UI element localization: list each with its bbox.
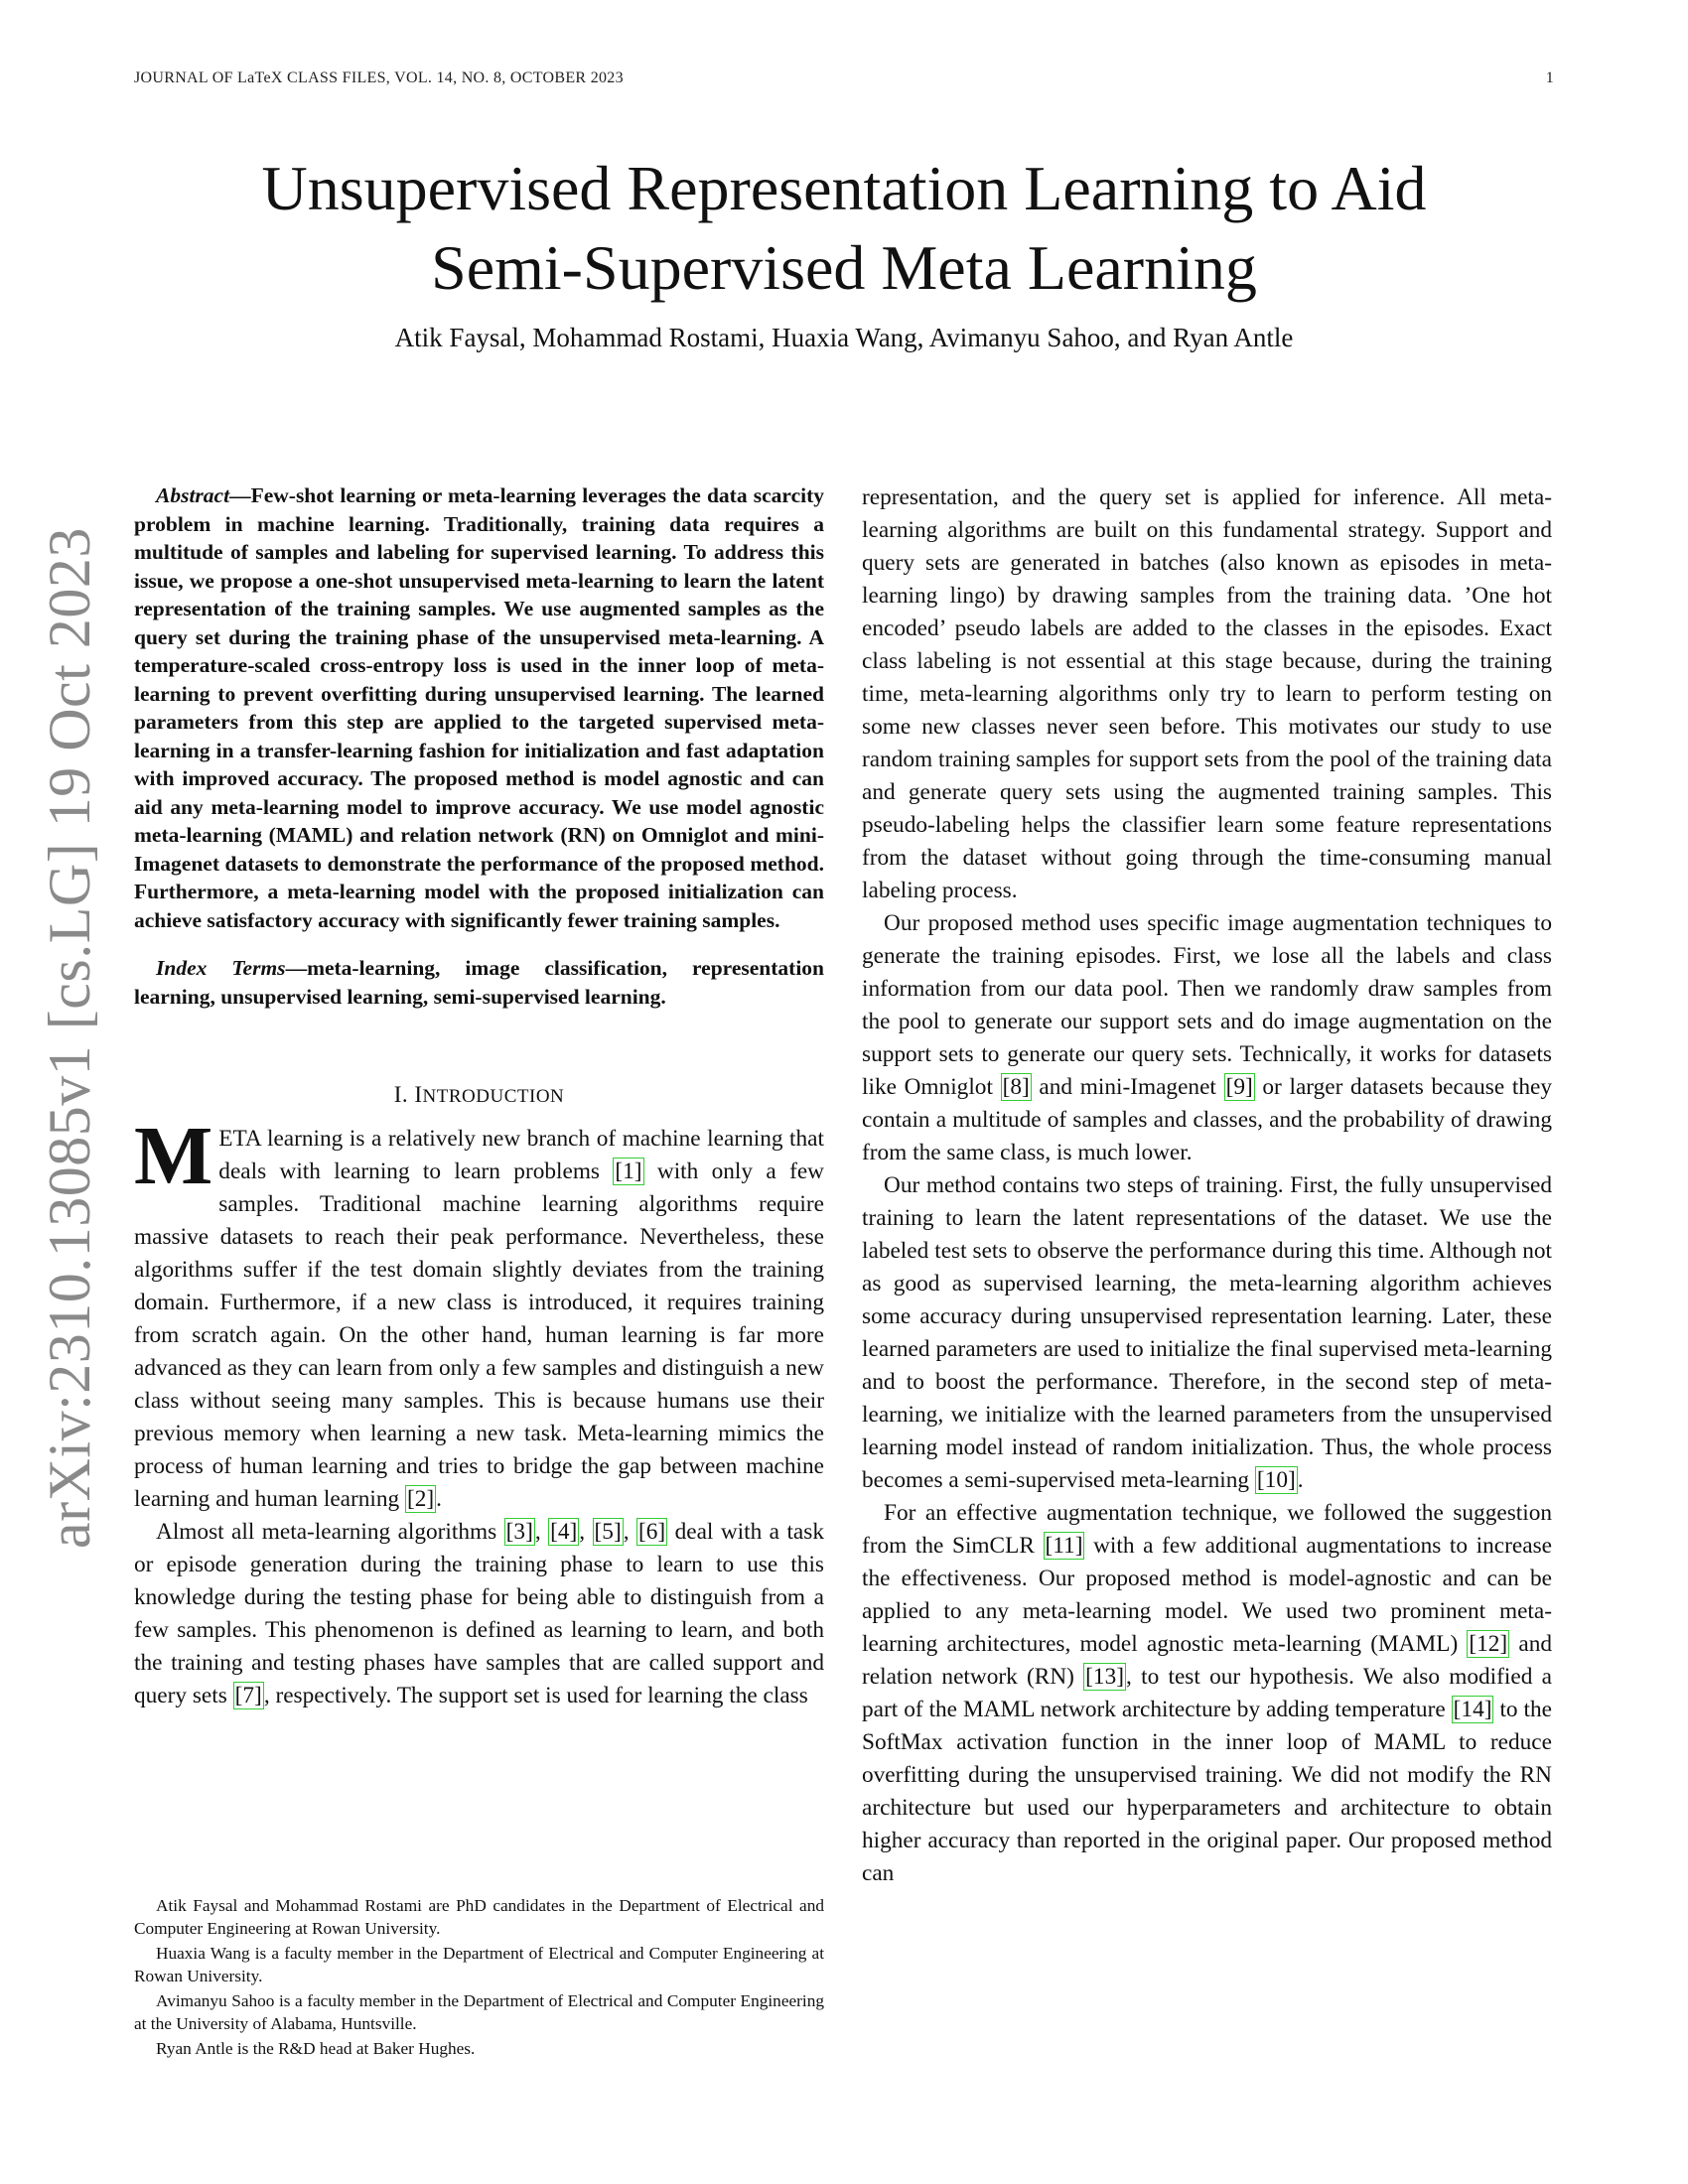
index-terms-text: —meta-learning, image classification, representation learning, unsupervised learning, semi-supervised learning. xyxy=(134,956,824,1009)
citation-link[interactable]: [12] xyxy=(1469,1631,1508,1657)
right-paragraph-2: Our proposed method uses specific image augmentation techniques to generate the training episodes. First, we lose all the labels and class information from our data pool. Then we randomly draw samples from the pool to generate our support sets and do image augmentation on the support sets to generate our query sets. Technically, it works for datasets like Omniglot [8] and mini-Imagenet [9] or larger datasets because they contain a multitude of samples and classes, and the probability of drawing from the same class, is much lower. xyxy=(862,910,1552,1165)
index-terms-label: Index Terms xyxy=(156,956,286,980)
page-number: 1 xyxy=(1545,69,1554,86)
author-footnotes xyxy=(134,1894,824,2062)
citation-link[interactable]: [11] xyxy=(1045,1533,1083,1559)
index-terms xyxy=(134,954,824,1011)
right-paragraph-3: Our method contains two steps of training. First, the fully unsupervised training to learn the latent representations of the dataset. We use the labeled test sets to observe the performance during this time. Although not as good as supervised learning, the meta-learning algorithm achieves some accuracy during unsupervised representation learning. Later, these learned parameters are used to initialize the final supervised meta-learning and to boost the performance. Therefore, in the second step of meta-learning, we initialize with the learned parameters from the unsupervised learning model instead of random initialization. Thus, the whole process becomes a semi-supervised meta-learning [10]. xyxy=(862,1172,1552,1493)
right-paragraph-4: For an effective augmentation technique, we followed the suggestion from the SimCLR [11] with a few additional augmentations to increase the effectiveness. Our proposed method is model-agnostic and can be applied to any meta-learning model. We used two prominent meta-learning architectures, model agnostic meta-learning (MAML) [12] and relation network (RN) [13], to test our hypothesis. We also modified a part of the MAML network architecture by adding temperature [14] to the SoftMax activation function in the inner loop of MAML to reduce overfitting during the unsupervised training. We did not modify the RN architecture but used our hyperparameters and architecture to obtain higher accuracy than reported in the original paper. Our proposed method can xyxy=(862,1500,1553,1886)
citation-link[interactable]: [13] xyxy=(1085,1664,1124,1690)
abstract-text: —Few-shot learning or meta-learning leverages the data scarcity problem in machine learning. Traditionally, training data requires a multitude of samples and labeling for supervised learning. To address this issue, we propose a one-shot unsupervised meta-learning to learn the latent representation of the training samples. We use augmented samples as the query set during the training phase of the unsupervised meta-learning. A temperature-scaled cross-entropy loss is used in the inner loop of meta-learning to prevent overfitting during unsupervised learning. The learned parameters from this step are applied to the targeted supervised meta-learning in a transfer-learning fashion for initialization and fast adaptation with improved accuracy. The proposed method is model agnostic and can aid any meta-learning model to improve accuracy. We use model agnostic meta-learning (MAML) and relation network (RN) on Omniglot and mini-Imagenet datasets to demonstrate the performance of the proposed method. Furthermore, a meta-learning model with the proposed initialization can achieve satisfactory accuracy with significantly fewer training samples. xyxy=(134,483,824,932)
citation-link[interactable]: [3] xyxy=(505,1519,533,1545)
citation-link[interactable]: [1] xyxy=(615,1159,642,1184)
intro-paragraph-1: META learning is a relatively new branch of machine learning that deals with learning to learn problems [1] with only a few samples. Traditional machine learning algorithms require massive datasets to reach their peak performance. Nevertheless, these algorithms suffer if the test domain slightly deviates from the training domain. Furthermore, if a new class is introduced, it requires training from scratch again. On the other hand, human learning is far more advanced as they can learn from only a few samples and distinguish a new class without seeing many samples. This is because humans use their previous memory when learning a new task. Meta-learning mimics the process of human learning and tries to bridge the gap between machine learning and human learning [2]. xyxy=(134,1110,824,1512)
arxiv-identifier-stamp[interactable]: arXiv:2310.13085v1 [cs.LG] 19 Oct 2023 xyxy=(37,527,102,1549)
title-line-1: Unsupervised Representation Learning to Aid xyxy=(261,153,1427,223)
citation-link[interactable]: [4] xyxy=(550,1519,578,1545)
footnote: Atik Faysal and Mohammad Rostami are PhD candidates in the Department of Electrical and Computer Engineering at Rowan University. xyxy=(134,1896,824,1938)
abstract-label: Abstract xyxy=(156,483,230,507)
right-paragraph-1: representation, and the query set is applied for inference. All meta-learning algorithms are built on this fundamental strategy. Support and query sets are generated in batches (also known as episodes in meta-learning lingo) by drawing samples from the training data. ’One hot encoded’ pseudo labels are added to the classes in the episodes. Exact class labeling is not essential at this stage because, during the training time, meta-learning algorithms only try to learn to perform testing on some new classes never seen before. This motivates our study to use random training samples for support sets from the pool of the training data and generate query sets using the augmented training samples. This pseudo-labeling helps the classifier learn some feature representations from the dataset without going through the time-consuming manual labeling process. xyxy=(862,484,1552,903)
right-column xyxy=(862,481,1552,1890)
citation-link[interactable]: [9] xyxy=(1225,1074,1253,1100)
author-list: Atik Faysal, Mohammad Rostami, Huaxia Wang, Avimanyu Sahoo, and Ryan Antle xyxy=(394,323,1294,352)
footnote: Avimanyu Sahoo is a faculty member in the Department of Electrical and Computer Engineering at the University of Alabama, Huntsville. xyxy=(134,1991,824,2033)
journal-line: JOURNAL OF LaTeX CLASS FILES, VOL. 14, NO. 8, OCTOBER 2023 xyxy=(134,69,624,86)
citation-link[interactable]: [10] xyxy=(1256,1467,1296,1493)
citation-link[interactable]: [2] xyxy=(407,1486,435,1512)
citation-link[interactable]: [6] xyxy=(637,1519,666,1545)
citation-link[interactable]: [5] xyxy=(594,1519,622,1545)
title-line-2: Semi-Supervised Meta Learning xyxy=(431,232,1257,303)
citation-link[interactable]: [14] xyxy=(1453,1697,1492,1722)
abstract xyxy=(134,481,824,934)
intro-paragraph-2: Almost all meta-learning algorithms [3], [4], [5], [6] deal with a task or episode generation during the training phase to learn to use this knowledge during the testing phase for being able to distinguish from a few samples. This phenomenon is defined as learning to learn, and both the training and testing phases have samples that are called support and query sets [7], respectively. The support set is used for learning the class xyxy=(134,1519,824,1708)
section-heading-introduction: I. INTRODUCTION xyxy=(393,1082,565,1107)
drop-cap: M xyxy=(134,1110,213,1202)
footnote: Ryan Antle is the R&D head at Baker Hughes. xyxy=(156,2039,476,2058)
left-column xyxy=(134,481,824,1712)
citation-link[interactable]: [8] xyxy=(1002,1074,1030,1100)
citation-link[interactable]: [7] xyxy=(234,1683,262,1708)
paper-title xyxy=(149,149,1539,308)
footnote: Huaxia Wang is a faculty member in the Department of Electrical and Computer Engineering at Rowan University. xyxy=(134,1944,824,1985)
running-header xyxy=(134,69,1554,87)
